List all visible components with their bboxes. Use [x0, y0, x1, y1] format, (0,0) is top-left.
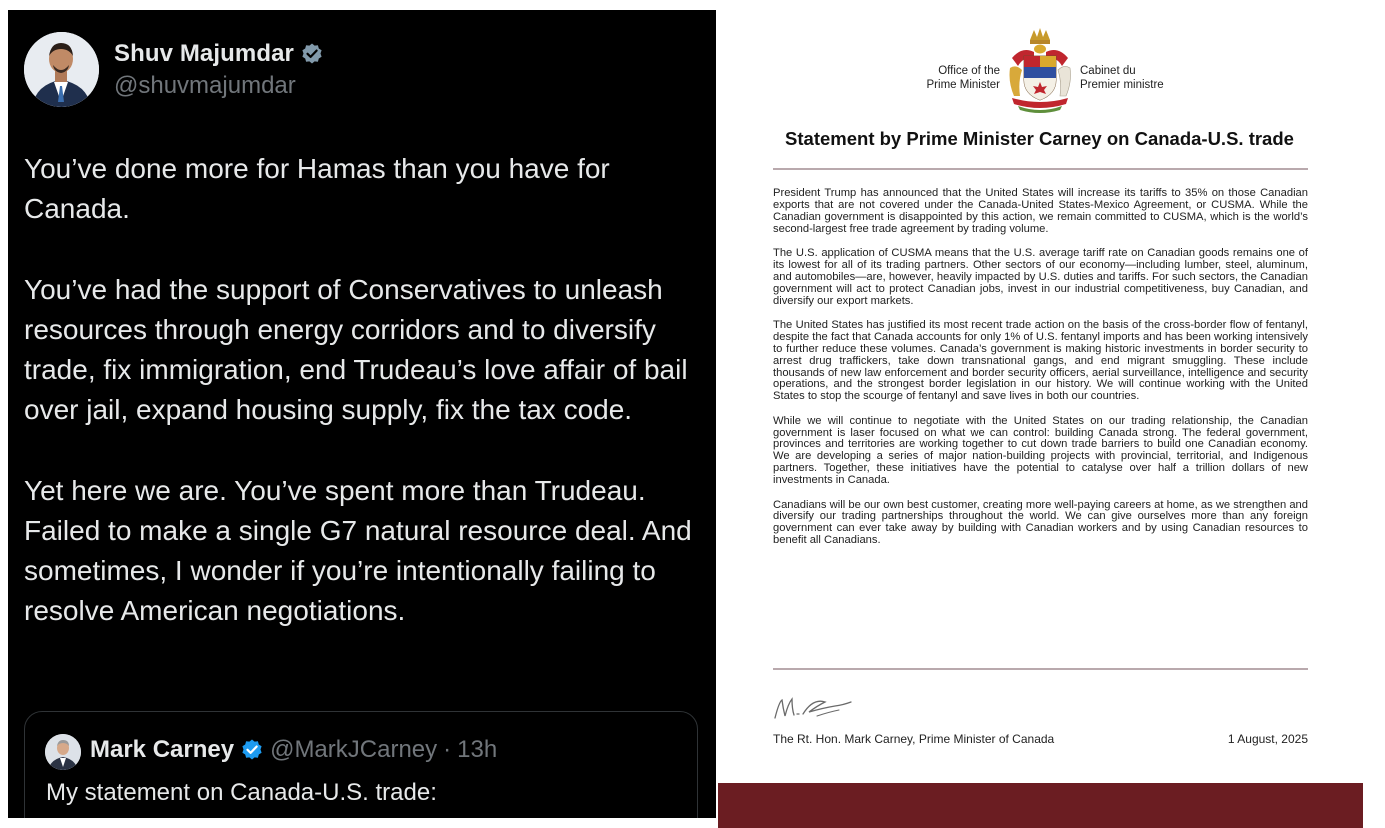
statement-paragraph: While we will continue to negotiate with the United States on our trading relationship, the Canadian government is laser focused on what we can control: building Canada strong. The federal government, provinces and territories are working together to cut down trade barriers to build one Canadian economy. We are developing a series of major nation-building projects with provincial, territorial, and Indigenous partners. Together, these initiatives have the potential to catalyse over half a trillion dollars of new investments in Canada. — [773, 414, 1308, 487]
divider — [773, 668, 1308, 670]
office-en-line: Office of the — [938, 65, 1000, 77]
coat-of-arms-icon — [1004, 26, 1076, 114]
author-avatar[interactable] — [24, 32, 99, 107]
tweet-body — [24, 149, 704, 631]
quoted-tweet-text: My statement on Canada-U.S. trade: — [46, 779, 437, 806]
verified-badge-icon[interactable] — [300, 42, 324, 66]
office-fr-line: Premier ministre — [1080, 79, 1164, 91]
office-name-english — [908, 64, 1000, 92]
tweet-paragraph: You’ve had the support of Conservatives to unleash resources through energy corridors and to diversify trade, fix immigration, end Trudeau’s love affair of bail over jail, expand housing supply, fix the tax code. — [24, 273, 688, 426]
quoted-author-row — [90, 736, 497, 764]
statement-paragraph: Canadians will be our own best customer, creating more well-paying careers at home, as we strengthen and diversify our trading partnerships throughout the world. We can give ourselves more than any foreign government can ever take away by building with Canadian workers and by using Canadian resources to benefit all Canadians. — [773, 498, 1308, 547]
author-name-row — [114, 40, 324, 68]
author-name[interactable]: Shuv Majumdar — [114, 40, 294, 67]
statement-paragraph: The United States has justified its most recent trade action on the basis of the cross-border flow of fentanyl, despite the fact that Canada accounts for only 1% of U.S. fentanyl imports and has been working intensively to further reduce these volumes. Canada’s government is making historic investments in border security to arrest drug traffickers, take down transnational gangs, and end migrant smuggling. These include thousands of new law enforcement and border security officers, aerial surveillance, intelligence and security operations, and the strongest border legislation in our history. We will continue working with the United States to stop the scourge of fentanyl and save lives in both our countries. — [773, 318, 1308, 403]
statement-paragraph: The U.S. application of CUSMA means that the U.S. average tariff rate on Canadian goods remains one of its lowest for all of its trading partners. Other sectors of our economy—including lumber, steel, aluminum, and automobiles—are, however, heavily impacted by U.S. duties and tariffs. For such sectors, the Canadian government will act to protect Canadian jobs, invest in our industrial competitiveness, buy Canadian, and diversify our export markets. — [773, 247, 1308, 307]
statement-date: 1 August, 2025 — [1227, 732, 1308, 746]
statement-title: Statement by Prime Minister Carney on Canada-U.S. trade — [785, 128, 1294, 149]
quoted-tweet[interactable] — [24, 711, 698, 818]
divider — [773, 168, 1308, 170]
tweet-paragraph: Yet here we are. You’ve spent more than Trudeau. Failed to make a single G7 natural resource deal. And sometimes, I wonder if you’re intentionally failing to resolve American negotiations. — [24, 474, 692, 627]
tweet-card — [8, 10, 716, 818]
footer-band — [718, 783, 1363, 828]
office-en-line: Prime Minister — [926, 79, 1000, 91]
office-name-french — [1080, 64, 1190, 92]
timestamp-separator: · — [443, 736, 452, 763]
quoted-author-avatar[interactable] — [45, 734, 81, 770]
quoted-author-handle[interactable]: @MarkJCarney — [270, 736, 438, 763]
tweet-paragraph: You’ve done more for Hamas than you have for Canada. — [24, 153, 610, 225]
quoted-author-name[interactable]: Mark Carney — [90, 736, 235, 763]
statement-document — [718, 0, 1385, 828]
verified-badge-icon[interactable] — [240, 738, 264, 762]
signature-image — [773, 694, 855, 722]
statement-paragraph: President Trump has announced that the United States will increase its tariffs to 35% on those Canadian exports that are not covered under the Canada-United States-Mexico Agreement, or CUSMA. While the Canadian government is disappointed by this action, we remain committed to CUSMA, which is the world’s second-largest free trade agreement by trading volume. — [773, 187, 1308, 235]
quoted-timestamp[interactable]: 13h — [457, 736, 498, 763]
author-handle[interactable]: @shuvmajumdar — [114, 72, 296, 99]
statement-body — [773, 188, 1308, 560]
signer-name: The Rt. Hon. Mark Carney, Prime Minister of Canada — [773, 732, 1055, 746]
office-fr-line: Cabinet du — [1080, 65, 1136, 77]
